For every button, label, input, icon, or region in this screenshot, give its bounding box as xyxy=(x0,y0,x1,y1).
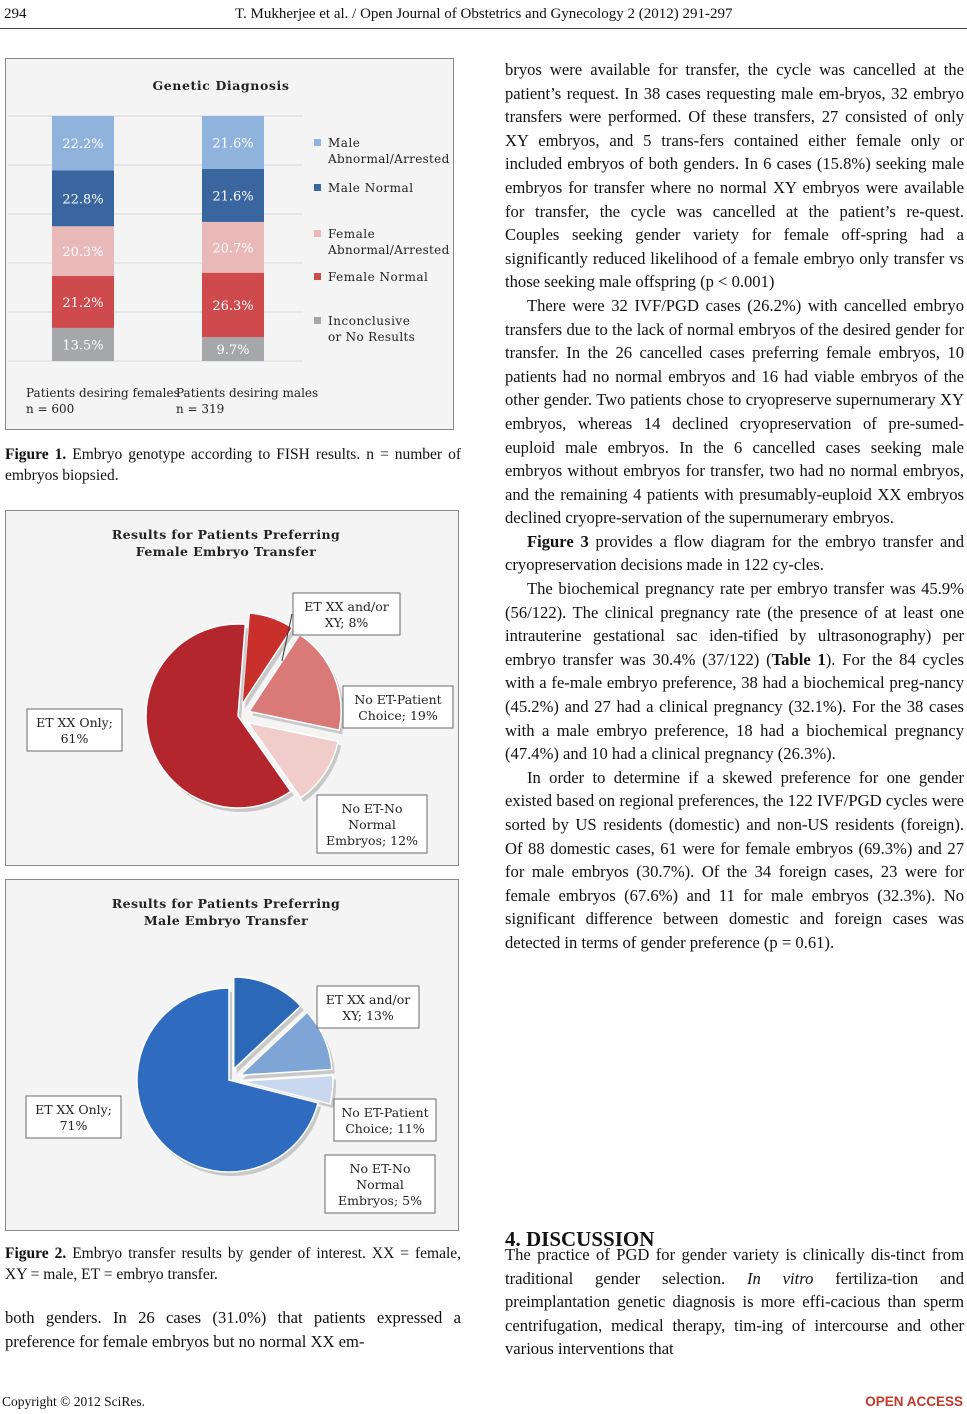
bar-value-label: 22.8% xyxy=(62,192,104,208)
pie-label-text: Embryos; 12% xyxy=(326,833,418,848)
right-paragraph-1: bryos were available for transfer, the cycle was cancelled at the patient’s request. In 38 cases requesting male em-bryos, 32 embryo transfers were performed. Of these transfers, 27 consisted of only XY embryos, and 5 trans-fers contained either female only or included embryos of both genders. In 6 cases (15.8%) seeking male embryos for transfer where no normal XY embryos were available for transfer, the cycle was cancelled at the patient’s re-quest. Couples seeking gender variety for female off-spring had a significantly reduced likelihood of a female embryo only transfer vs those seeking male offspring (p < 0.001) xyxy=(505,60,964,292)
section-heading-discussion: 4. DISCUSSION xyxy=(505,1227,655,1251)
running-title: T. Mukherjee et al. / Open Journal of Obstetrics and Gynecology 2 (2012) 291-297 xyxy=(235,6,733,22)
left-paragraph-1: both genders. In 26 cases (31.0%) that patients expressed a preference for female embryos but no normal XX em- xyxy=(5,1308,461,1351)
pie-label-text: Normal xyxy=(356,1177,404,1192)
pie-label-text: ET XX Only; xyxy=(35,1102,112,1117)
right-paragraph-5: In order to determine if a skewed preference for one gender existed based on regional preferences, the 122 IVF/PGD cycles were sorted by US residents (domestic) and non-US residents (foreign). Of 88 domestic cases, 61 were for female embryos (69.3%) and 27 for male embryos (30.7%). Of the 34 foreign cases, 23 were for female embryos (67.6%) and 11 for male embryos (32.3%). No significant difference between domestic and foreign cases was detected in terms of gender preference (p = 0.61). xyxy=(505,767,964,952)
right-paragraph-6-text-a: The practice of PGD for gender variety is clinically dis-tinct from traditional gender selection. xyxy=(505,1245,964,1288)
bar-value-label: 9.7% xyxy=(216,343,250,359)
pie-label-text: ET XX and/or xyxy=(304,599,389,614)
pie-label-text: Embryos; 5% xyxy=(338,1193,422,1208)
pie-title: Female Embryo Transfer xyxy=(135,544,317,559)
legend-swatch xyxy=(314,317,321,324)
bar-value-label: 21.2% xyxy=(62,295,104,311)
category-label: Patients desiring females xyxy=(26,386,180,400)
pie-label-text: No ET-Patient xyxy=(341,1105,429,1120)
right-paragraph-2: There were 32 IVF/PGD cases (26.2%) with cancelled embryo transfers due to the lack of normal embryos of the desired gender for transfer. In the 26 cancelled cases preferring female embryos, 10 patients had no normal embryos and 16 had viable embryos of the other gender. Two patients chose to cryopreserve supernumerary XY embryos, whereas 14 declined cryopreservation of pre-sumed-euploid male embryos. In the 6 cancelled cases seeking male embryos without embryos for transfer, two had no normal embryos, and the remaining 4 patients with presumably-euploid XX embryos declined cryopre-servation of the supernumerary embryos. xyxy=(505,295,964,528)
bar-value-label: 20.7% xyxy=(212,241,254,257)
bar-value-label: 13.5% xyxy=(62,338,104,354)
pie-label-text: No ET-No xyxy=(349,1161,411,1176)
right-paragraph-6-text-b: fertiliza-tion and preimplantation genetic diagnosis is more effi-cacious than sperm centrifugation, medical therapy, tim-ing of intercourse and other various interventions that xyxy=(505,1268,965,1359)
right-paragraph-3-text: provides a flow diagram for the embryo transfer and cryopreservation decisions made in 122 cy-cles. xyxy=(505,531,964,575)
pie-label-text: Choice; 11% xyxy=(345,1121,425,1136)
figure-2-male-pie xyxy=(5,879,459,1231)
right-column-discussion xyxy=(505,1243,964,1361)
pie-title: Male Embryo Transfer xyxy=(143,913,309,928)
legend-label: Male Normal xyxy=(328,181,414,195)
pie-label-text: Normal xyxy=(348,817,396,832)
pie-label-text: ET XX Only; xyxy=(36,715,113,730)
pie-label-text: No ET-No xyxy=(341,801,403,816)
pie-title: Results for Patients Preferring xyxy=(111,527,341,542)
pie-label-text: Choice; 19% xyxy=(358,708,438,723)
male-pie-svg xyxy=(6,880,460,1232)
figure-1-caption-text: Embryo genotype according to FISH results. n = number of embryos biopsied. xyxy=(5,446,461,484)
figure-2-caption xyxy=(5,1243,461,1285)
bar-value-label: 22.2% xyxy=(62,137,104,153)
right-paragraph-4-text-a: The biochemical pregnancy rate per embryo transfer was 45.9% (56/122). The clinical pregnancy rate (the presence of at least one intrauterine gestational sac iden-tified by ultrasonography) per embryo transfer was 30.4% (37/122) ( xyxy=(505,579,964,669)
bar-value-label: 21.6% xyxy=(212,189,254,205)
figure-2-caption-text: Embryo transfer results by gender of interest. XX = female, XY = male, ET = embryo transfer. xyxy=(5,1245,462,1283)
footer-open-access: OPEN ACCESS xyxy=(865,1394,963,1409)
bar-value-label: 21.6% xyxy=(212,136,254,152)
chart-title: Genetic Diagnosis xyxy=(152,78,290,93)
footer-copyright: Copyright © 2012 SciRes. xyxy=(2,1394,146,1409)
category-label: Patients desiring males xyxy=(176,386,319,400)
header-rule xyxy=(0,28,967,29)
category-count: n = 319 xyxy=(176,402,225,416)
pie-label-text: 71% xyxy=(59,1118,88,1133)
legend-label: Abnormal/Arrested xyxy=(328,152,450,166)
figure-1-label: Figure 1. xyxy=(5,446,67,463)
legend-label: or No Results xyxy=(328,330,416,344)
figure-3-ref: Figure 3 xyxy=(527,531,589,551)
pie-label-text: No ET-Patient xyxy=(354,692,442,707)
genetic-diagnosis-chart-svg xyxy=(6,59,455,431)
figure-2-label: Figure 2. xyxy=(5,1245,67,1262)
legend-swatch xyxy=(314,273,321,280)
page-number: 294 xyxy=(4,6,27,22)
pie-label-text: XY; 8% xyxy=(324,615,369,630)
right-paragraph-3 xyxy=(505,530,964,577)
legend-label: Male xyxy=(328,136,361,150)
figure-2-female-pie xyxy=(5,510,459,866)
right-column-text xyxy=(505,58,964,955)
bar-value-label: 20.3% xyxy=(62,245,104,261)
legend-label: Inconclusive xyxy=(328,314,411,328)
category-count: n = 600 xyxy=(26,402,75,416)
pie-label-text: ET XX and/or xyxy=(325,992,411,1007)
legend-swatch xyxy=(314,230,321,237)
pie-label-text: XY; 13% xyxy=(342,1008,394,1023)
pie-label-text: 61% xyxy=(60,731,89,746)
figure-1-caption xyxy=(5,444,461,486)
left-column-text xyxy=(5,1306,461,1353)
legend-swatch xyxy=(314,139,321,146)
legend-label: Abnormal/Arrested xyxy=(328,243,450,257)
page-header xyxy=(0,6,967,26)
right-paragraph-6 xyxy=(505,1243,964,1361)
pie-title: Results for Patients Preferring xyxy=(111,896,341,911)
legend-swatch xyxy=(314,184,321,191)
legend-label: Female xyxy=(328,227,376,241)
figure-1-chart xyxy=(5,58,454,430)
in-vitro-italic: In vitro xyxy=(747,1268,814,1288)
table-1-ref: Table 1 xyxy=(771,649,826,669)
legend-label: Female Normal xyxy=(328,270,429,284)
bar-value-label: 26.3% xyxy=(212,298,254,314)
right-paragraph-4 xyxy=(505,577,964,766)
right-paragraph-4-text-b: ). For the 84 cycles with a fe-male embryo preference, 38 had a biochemical preg-nancy (45.2%) and 27 had a clinical pregnancy (32.1%). For the 38 cases with a male embryo preference, 18 had a biochemical pregnancy (47.4%) and 10 had a clinical pregnancy (26.3%). xyxy=(505,649,964,764)
female-pie-svg xyxy=(6,511,460,867)
